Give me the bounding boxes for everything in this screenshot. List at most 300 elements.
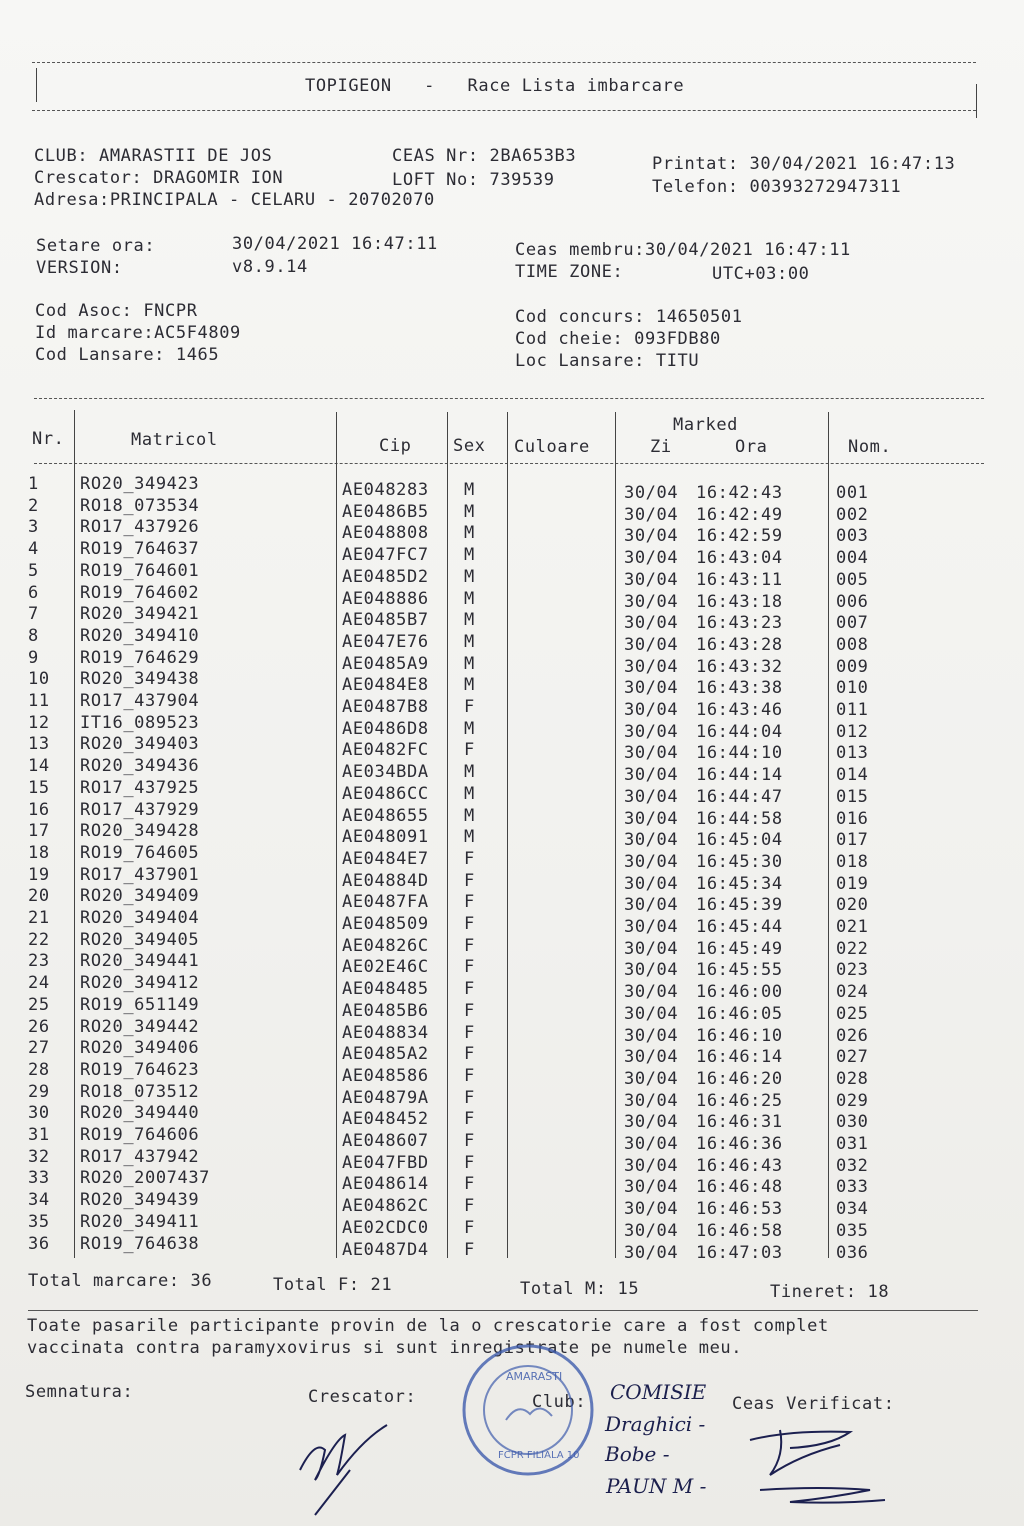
row-nr: 18 [28,842,50,863]
cod-lansare: Cod Lansare: 1465 [35,345,220,365]
table-row [28,712,928,742]
row-nom: 027 [836,1047,869,1068]
row-ora: 16:46:25 [696,1090,783,1111]
row-zi: 30/04 [624,483,679,503]
ceas-nr: CEAS Nr: 2BA653B3 [392,146,577,166]
row-cip: AE034BDA [342,762,429,783]
row-zi: 30/04 [624,960,679,981]
row-nr: 2 [28,495,39,516]
row-matricol: RO20_349439 [80,1190,200,1211]
row-cip: AE0482FC [342,740,429,761]
table-row [28,1168,928,1198]
row-nom: 001 [836,483,869,503]
row-matricol: RO20_349428 [80,821,200,842]
row-nom: 030 [836,1112,869,1133]
row-ora: 16:44:47 [696,786,783,807]
row-matricol: RO17_437925 [80,777,200,798]
row-nom: 026 [836,1025,869,1046]
row-nom: 033 [836,1177,869,1198]
setare-ora-label: Setare ora: [36,236,156,256]
row-ora: 16:47:03 [696,1242,783,1263]
row-matricol: RO19_764601 [80,560,200,581]
row-zi: 30/04 [624,613,679,634]
row-ora: 16:46:36 [696,1134,783,1154]
col-header-zi: Zi [650,437,672,457]
row-nr: 7 [28,604,39,625]
stamp-bottom-text: FCPR FILIALA 10 [498,1450,580,1461]
row-nom: 008 [836,634,869,655]
row-sex: F [464,1000,475,1021]
row-sex: M [464,675,475,696]
table-row [28,474,928,503]
row-ora: 16:43:18 [696,591,783,612]
row-nr: 3 [28,517,39,538]
row-nom: 020 [836,895,869,916]
table-row [28,1146,928,1176]
row-cip: AE047FBD [342,1152,429,1173]
table-row [28,669,928,699]
row-zi: 30/04 [624,851,679,872]
row-sex: F [464,870,475,891]
row-nom: 005 [836,569,869,590]
row-matricol: RO19_651149 [80,994,200,1015]
adresa-line: Adresa:PRINCIPALA - CELARU - 20702070 [34,190,435,210]
row-nom: 010 [836,678,869,699]
row-ora: 16:42:49 [696,504,783,525]
row-matricol: RO18_073512 [80,1081,200,1102]
row-nr: 19 [28,864,50,885]
row-nom: 024 [836,982,869,1003]
row-sex: F [464,892,475,913]
table-row [28,951,928,981]
row-nr: 34 [28,1190,50,1211]
total-f: Total F: 21 [273,1275,393,1295]
col-header-ora: Ora [735,437,768,457]
row-ora: 16:43:46 [696,700,783,720]
total-marcare: Total marcare: 36 [28,1271,213,1291]
row-nr: 12 [28,712,50,733]
row-sex: F [464,1152,475,1173]
col-header-nr: Nr. [32,429,65,449]
row-matricol: RO17_437901 [80,864,200,885]
time-zone-label: TIME ZONE: [515,262,624,282]
row-nom: 017 [836,830,869,851]
row-matricol: RO20_349442 [80,1016,200,1037]
row-cip: AE02E46C [342,957,429,978]
row-sex: F [464,1239,475,1260]
row-nr: 32 [28,1146,50,1167]
row-nr: 30 [28,1103,50,1124]
row-cip: AE048834 [342,1022,429,1043]
row-nr: 28 [28,1059,50,1080]
row-sex: M [464,545,475,566]
row-ora: 16:42:59 [696,526,783,547]
row-sex: F [464,957,475,978]
declaration-line-1: Toate pasarile participante provin de la o crescatorie care a fost complet [27,1316,829,1336]
row-cip: AE048452 [342,1109,429,1130]
row-nr: 8 [28,625,39,646]
row-nr: 20 [28,886,50,907]
row-nr: 6 [28,582,39,603]
total-m: Total M: 15 [520,1279,640,1299]
table-row [28,777,928,807]
row-zi: 30/04 [624,917,679,937]
row-sex: M [464,501,475,522]
table-row [28,691,928,720]
row-zi: 30/04 [624,1242,679,1263]
row-zi: 30/04 [624,873,679,894]
row-ora: 16:45:30 [696,851,783,872]
row-nr: 10 [28,669,50,690]
row-zi: 30/04 [624,1134,679,1154]
row-zi: 30/04 [624,895,679,916]
row-nr: 26 [28,1016,50,1037]
time-zone-value: UTC+03:00 [712,264,810,284]
row-matricol: RO20_349411 [80,1211,200,1232]
club-signature-label: Club: [532,1392,587,1412]
row-matricol: RO19_764602 [80,582,200,603]
cod-cheie: Cod cheie: 093FDB80 [515,329,721,349]
row-ora: 16:45:55 [696,960,783,981]
row-cip: AE048886 [342,588,429,609]
row-zi: 30/04 [624,1047,679,1068]
row-sex: F [464,935,475,956]
row-matricol: RO20_349421 [80,604,200,625]
row-sex: M [464,718,475,739]
row-cip: AE0486CC [342,783,429,804]
row-cip: AE0484E8 [342,675,429,696]
col-header-matricol: Matricol [131,430,218,450]
row-ora: 16:46:20 [696,1068,783,1089]
table-row [28,929,928,959]
row-cip: AE04884D [342,870,429,891]
row-nom: 028 [836,1068,869,1089]
row-nom: 021 [836,917,869,937]
row-matricol: RO17_437904 [80,691,200,711]
row-matricol: RO20_349412 [80,973,200,994]
row-nom: 035 [836,1220,869,1241]
table-row [28,799,928,829]
table-row [28,1038,928,1068]
row-sex: F [464,1174,475,1195]
row-ora: 16:43:28 [696,634,783,655]
row-nr: 5 [28,560,39,581]
row-matricol: RO20_349438 [80,669,200,690]
col-header-culoare: Culoare [514,437,590,457]
row-matricol: RO19_764623 [80,1059,200,1080]
table-row [28,756,928,786]
row-zi: 30/04 [624,504,679,525]
row-sex: F [464,1109,475,1130]
row-ora: 16:46:00 [696,982,783,1003]
row-nom: 004 [836,548,869,569]
row-sex: M [464,762,475,783]
col-header-marked: Marked [673,415,739,435]
loft-no: LOFT No: 739539 [392,170,555,190]
row-cip: AE048655 [342,805,429,826]
row-ora: 16:46:31 [696,1112,783,1133]
row-nr: 36 [28,1233,50,1254]
row-sex: M [464,827,475,848]
row-nr: 27 [28,1038,50,1059]
row-nom: 019 [836,873,869,894]
row-cip: AE048509 [342,914,429,934]
row-matricol: RO20_349410 [80,625,200,646]
row-nr: 17 [28,821,50,842]
ceas-membru: Ceas membru:30/04/2021 16:47:11 [515,240,851,260]
row-matricol: IT16_089523 [80,712,200,733]
row-matricol: RO20_349440 [80,1103,200,1124]
table-row [28,517,928,547]
version-value: v8.9.14 [232,257,308,277]
row-matricol: RO17_437929 [80,799,200,820]
row-matricol: RO20_349403 [80,734,200,755]
row-ora: 16:45:04 [696,830,783,851]
row-zi: 30/04 [624,1090,679,1111]
row-matricol: RO20_349404 [80,908,200,928]
row-zi: 30/04 [624,1068,679,1089]
cod-concurs: Cod concurs: 14650501 [515,307,743,327]
row-matricol: RO19_764629 [80,647,200,668]
ceas-verificat-label: Ceas Verificat: [732,1394,895,1414]
row-nom: 006 [836,591,869,612]
row-zi: 30/04 [624,1025,679,1046]
row-cip: AE048485 [342,979,429,1000]
row-matricol: RO20_349436 [80,756,200,777]
ceas-verificat-handwritten-signature [740,1410,900,1510]
row-nom: 023 [836,960,869,981]
row-sex: F [464,740,475,761]
row-sex: F [464,1022,475,1043]
row-nr: 15 [28,777,50,798]
row-ora: 16:46:05 [696,1003,783,1024]
row-ora: 16:44:58 [696,808,783,829]
row-matricol: RO19_764637 [80,539,200,560]
row-nr: 11 [28,691,50,711]
table-row [28,864,928,894]
row-nom: 009 [836,656,869,677]
club-stamp-seal [458,1340,598,1480]
row-matricol: RO20_2007437 [80,1168,211,1189]
row-nom: 015 [836,786,869,807]
row-cip: AE0487B8 [342,697,429,717]
row-zi: 30/04 [624,982,679,1003]
table-header-top-border [34,398,984,399]
row-ora: 16:43:23 [696,613,783,634]
row-nr: 35 [28,1211,50,1232]
row-nr: 1 [28,474,39,494]
table-row [28,495,928,525]
row-nom: 029 [836,1090,869,1111]
table-row [28,582,928,612]
handwritten-name-2: Bobe - [605,1442,670,1466]
row-zi: 30/04 [624,1155,679,1176]
row-sex: M [464,523,475,544]
title-box-bottom-border [32,110,976,111]
table-row [28,1125,928,1154]
row-cip: AE048614 [342,1174,429,1195]
table-row [28,973,928,1003]
row-sex: F [464,697,475,717]
row-cip: AE04879A [342,1087,429,1108]
crescator-signature-label: Crescator: [308,1387,417,1407]
row-nom: 011 [836,700,869,720]
row-zi: 30/04 [624,678,679,699]
row-ora: 16:45:49 [696,938,783,959]
row-nr: 24 [28,973,50,994]
row-sex: F [464,914,475,934]
row-zi: 30/04 [624,1003,679,1024]
row-zi: 30/04 [624,1220,679,1241]
row-ora: 16:46:10 [696,1025,783,1046]
row-sex: F [464,1087,475,1108]
row-sex: F [464,848,475,869]
table-header-bottom-border [34,463,984,464]
row-ora: 16:46:14 [696,1047,783,1068]
row-nom: 032 [836,1155,869,1176]
row-sex: M [464,610,475,631]
handwritten-name-3: PAUN M - [606,1474,707,1498]
row-matricol: RO20_349409 [80,886,200,907]
row-nom: 031 [836,1134,869,1154]
row-cip: AE0486B5 [342,501,429,522]
row-ora: 16:45:44 [696,917,783,937]
row-sex: M [464,588,475,609]
col-header-cip: Cip [379,436,412,456]
row-matricol: RO20_349406 [80,1038,200,1059]
row-nom: 016 [836,808,869,829]
row-nom: 025 [836,1003,869,1024]
row-zi: 30/04 [624,634,679,655]
table-row [28,908,928,937]
row-nom: 003 [836,526,869,547]
row-cip: AE0485A2 [342,1044,429,1065]
col-header-nom: Nom. [848,437,892,457]
table-row [28,560,928,590]
title-box-right-border [976,84,977,118]
row-nr: 33 [28,1168,50,1189]
row-cip: AE0487D4 [342,1239,429,1260]
row-zi: 30/04 [624,938,679,959]
row-sex: M [464,805,475,826]
row-nr: 4 [28,539,39,560]
club-line: CLUB: AMARASTII DE JOS [34,146,273,166]
table-row [28,886,928,916]
row-nom: 022 [836,938,869,959]
table-row [28,1059,928,1089]
row-nr: 25 [28,994,50,1015]
row-cip: AE0486D8 [342,718,429,739]
row-nom: 014 [836,765,869,786]
row-cip: AE04826C [342,935,429,956]
version-label: VERSION: [36,258,123,278]
table-row [28,1190,928,1220]
row-nom: 007 [836,613,869,634]
declaration-line-2: vaccinata contra paramyxovirus si sunt inregistrate pe numele meu. [27,1338,743,1358]
row-cip: AE0485B7 [342,610,429,631]
row-sex: M [464,480,475,500]
crescator-handwritten-signature [290,1400,430,1520]
row-cip: AE048586 [342,1065,429,1086]
row-nom: 013 [836,743,869,764]
id-marcare: Id marcare:AC5F4809 [35,323,241,343]
row-nom: 018 [836,851,869,872]
row-sex: F [464,1044,475,1065]
row-zi: 30/04 [624,548,679,569]
row-nr: 23 [28,951,50,972]
row-zi: 30/04 [624,1112,679,1133]
row-cip: AE048808 [342,523,429,544]
row-nom: 012 [836,721,869,742]
row-nom: 034 [836,1199,869,1220]
row-zi: 30/04 [624,526,679,547]
stamp-top-text: AMARASTI [506,1370,563,1383]
row-sex: M [464,566,475,587]
row-ora: 16:44:04 [696,721,783,742]
table-row [28,994,928,1024]
row-cip: AE047FC7 [342,545,429,566]
row-zi: 30/04 [624,830,679,851]
row-ora: 16:43:32 [696,656,783,677]
row-nr: 31 [28,1125,50,1145]
row-sex: F [464,1065,475,1086]
row-sex: M [464,783,475,804]
table-row [28,842,928,872]
row-zi: 30/04 [624,808,679,829]
row-zi: 30/04 [624,569,679,590]
row-zi: 30/04 [624,591,679,612]
row-cip: AE0487FA [342,892,429,913]
document-title: TOPIGEON - Race Lista imbarcare [305,76,685,96]
row-cip: AE048091 [342,827,429,848]
row-zi: 30/04 [624,721,679,742]
row-ora: 16:42:43 [696,483,783,503]
row-ora: 16:43:11 [696,569,783,590]
row-nr: 22 [28,929,50,950]
table-row [28,539,928,569]
handwritten-name-1: Draghici - [605,1412,706,1436]
printat: Printat: 30/04/2021 16:47:13 [652,154,956,174]
table-row [28,1081,928,1111]
title-box-left-border [36,68,37,102]
row-matricol: RO18_073534 [80,495,200,516]
row-matricol: RO17_437942 [80,1146,200,1167]
row-nom: 002 [836,504,869,525]
row-cip: AE0485D2 [342,566,429,587]
telefon: Telefon: 00393272947311 [652,177,902,197]
row-nr: 16 [28,799,50,820]
row-matricol: RO19_764605 [80,842,200,863]
row-sex: F [464,979,475,1000]
row-nr: 29 [28,1081,50,1102]
row-ora: 16:45:39 [696,895,783,916]
setare-ora-value: 30/04/2021 16:47:11 [232,234,438,254]
row-ora: 16:45:34 [696,873,783,894]
table-row [28,625,928,655]
row-zi: 30/04 [624,1177,679,1198]
row-sex: F [464,1217,475,1238]
row-nr: 13 [28,734,50,755]
row-cip: AE0484E7 [342,848,429,869]
table-row [28,821,928,851]
row-cip: AE0485B6 [342,1000,429,1021]
row-nr: 14 [28,756,50,777]
row-ora: 16:43:38 [696,678,783,699]
row-cip: AE047E76 [342,631,429,652]
semnatura-label: Semnatura: [25,1382,134,1402]
row-nr: 9 [28,647,39,668]
row-matricol: RO20_349405 [80,929,200,950]
